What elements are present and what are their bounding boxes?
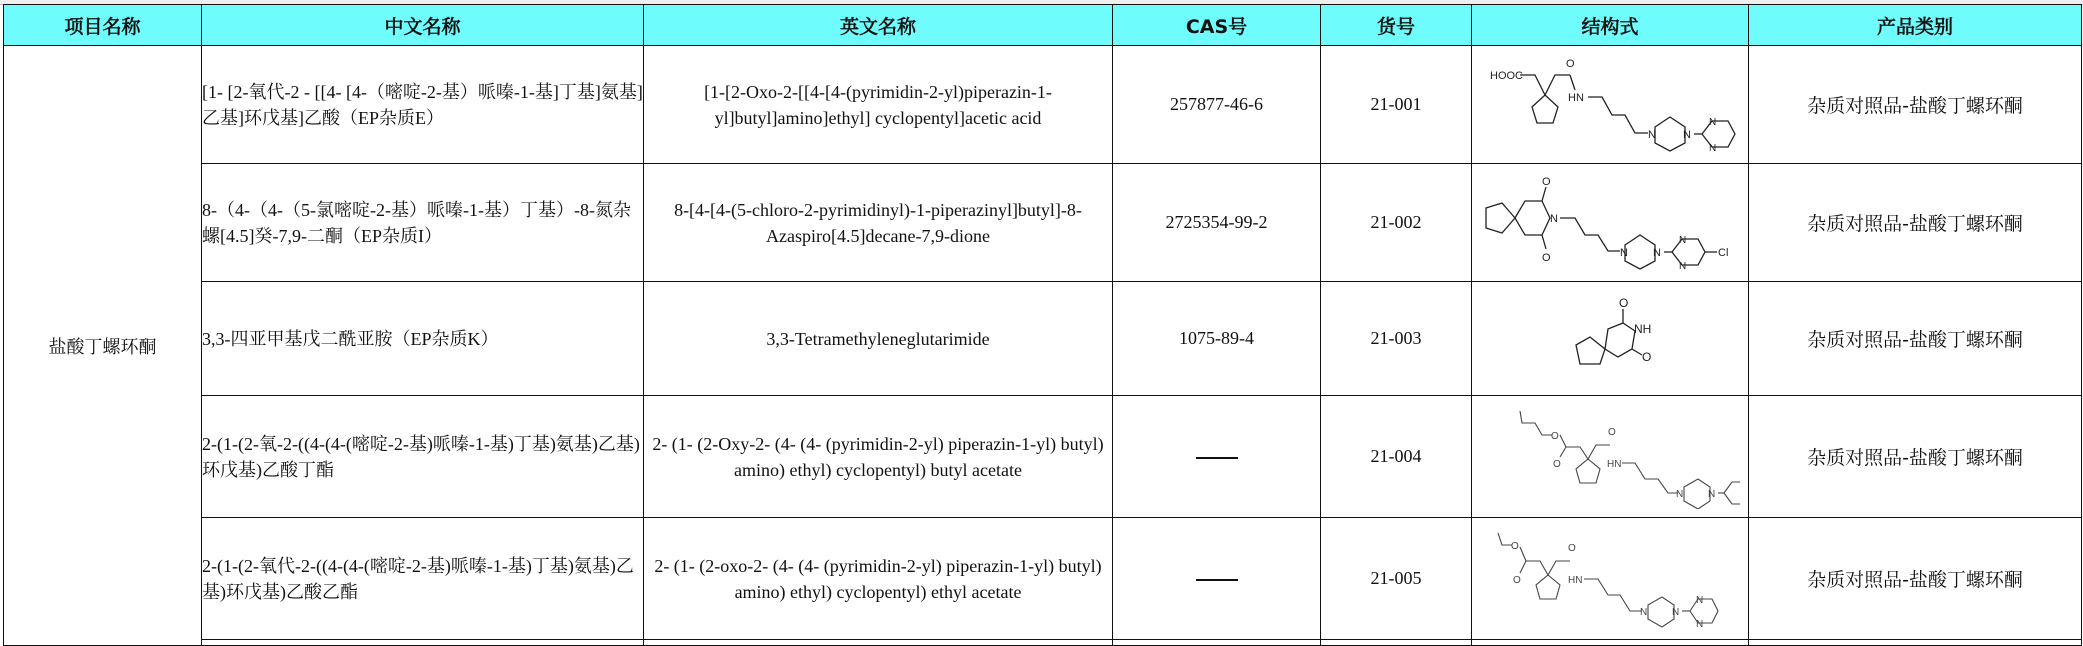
chemical-structure-ethyl-ester-icon — [1480, 527, 1740, 631]
svg-text:O: O — [1513, 574, 1521, 586]
svg-text:HOOC: HOOC — [1490, 69, 1523, 82]
no-cas-dash — [1196, 579, 1238, 581]
chinese-name: [1- [2-氧代-2 - [[4- [4-（嘧啶-2-基）哌嗪-1-基]丁基]氨基]乙基]环戊基]乙酸（EP杂质E） — [202, 46, 644, 164]
svg-text:N: N — [1648, 128, 1656, 141]
svg-text:N: N — [1708, 488, 1716, 500]
svg-text:O: O — [1566, 57, 1575, 70]
svg-text:HN: HN — [1607, 458, 1622, 470]
svg-text:N: N — [1679, 260, 1687, 272]
svg-text:O: O — [1608, 426, 1616, 438]
header-category: 产品类别 — [1749, 5, 2082, 46]
svg-text:O: O — [1511, 540, 1519, 552]
svg-text:N: N — [1709, 116, 1717, 128]
english-name: [1-[2-Oxo-2-[[4-[4-(pyrimidin-2-yl)piperazin-1-yl]butyl]amino]ethyl] cyclopentyl]acetic acid — [644, 46, 1113, 164]
empty-cell — [644, 640, 1113, 646]
empty-cell — [202, 640, 644, 646]
cas-number: 257877-46-6 — [1113, 46, 1321, 164]
item-number: 21-001 — [1321, 46, 1472, 164]
chemical-structure-ep-impurity-k-icon — [1480, 289, 1740, 389]
english-name: 2- (1- (2-Oxy-2- (4- (4- (pyrimidin-2-yl) piperazin-1-yl) butyl) amino) ethyl) cyclopentyl) butyl acetate — [644, 396, 1113, 518]
svg-text:NH: NH — [1634, 321, 1652, 336]
chemical-structure-ep-impurity-i-icon — [1480, 173, 1740, 273]
chinese-name: 2-(1-(2-氧-2-((4-(4-(嘧啶-2-基)哌嗪-1-基)丁基)氨基)乙基)环戊基)乙酸丁酯 — [202, 396, 644, 518]
product-category: 杂质对照品-盐酸丁螺环酮 — [1749, 46, 2082, 164]
empty-cell — [1113, 640, 1321, 646]
svg-text:N: N — [1679, 234, 1687, 246]
table-row-partial — [4, 640, 2082, 646]
structure-cell — [1472, 46, 1749, 164]
item-number: 21-003 — [1321, 282, 1472, 396]
svg-text:N: N — [1653, 246, 1661, 259]
cas-number: 1075-89-4 — [1113, 282, 1321, 396]
svg-text:O: O — [1553, 458, 1561, 470]
english-name: 2- (1- (2-oxo-2- (4- (4- (pyrimidin-2-yl) piperazin-1-yl) butyl) amino) ethyl) cyclopentyl) ethyl acetate — [644, 518, 1113, 640]
header-row — [4, 5, 2082, 46]
structure-cell — [1472, 396, 1749, 518]
chemical-structure-butyl-ester-icon — [1480, 405, 1740, 509]
cas-number: 2725354-99-2 — [1113, 164, 1321, 282]
svg-text:O: O — [1551, 430, 1559, 442]
empty-cell — [1749, 640, 2082, 646]
svg-text:N: N — [1676, 488, 1684, 500]
item-number: 21-002 — [1321, 164, 1472, 282]
svg-text:N: N — [1709, 142, 1717, 154]
header-item-no: 货号 — [1321, 5, 1472, 46]
svg-text:N: N — [1696, 618, 1704, 630]
structure-cell — [1472, 282, 1749, 396]
chinese-name: 3,3-四亚甲基戊二酰亚胺（EP杂质K） — [202, 282, 644, 396]
no-cas-dash — [1196, 457, 1238, 459]
english-name: 3,3-Tetramethyleneglutarimide — [644, 282, 1113, 396]
item-number: 21-004 — [1321, 396, 1472, 518]
empty-cell — [1321, 640, 1472, 646]
svg-text:N: N — [1683, 128, 1691, 141]
svg-text:O: O — [1619, 295, 1629, 310]
table-row — [4, 46, 2082, 164]
product-table — [3, 4, 2082, 646]
header-structure: 结构式 — [1472, 5, 1749, 46]
header-project: 项目名称 — [4, 5, 202, 46]
header-chinese-name: 中文名称 — [202, 5, 644, 46]
product-category: 杂质对照品-盐酸丁螺环酮 — [1749, 164, 2082, 282]
svg-text:N: N — [1550, 212, 1558, 225]
chinese-name: 2-(1-(2-氧代-2-((4-(4-(嘧啶-2-基)哌嗪-1-基)丁基)氨基)乙基)环戊基)乙酸乙酯 — [202, 518, 644, 640]
table-row — [4, 164, 2082, 282]
svg-text:O: O — [1642, 349, 1652, 364]
english-name: 8-[4-[4-(5-chloro-2-pyrimidinyl)-1-piperazinyl]butyl]-8-Azaspiro[4.5]decane-7,9-dione — [644, 164, 1113, 282]
svg-text:HN: HN — [1568, 574, 1583, 586]
empty-cell — [1472, 640, 1749, 646]
cas-number — [1113, 396, 1321, 518]
product-category: 杂质对照品-盐酸丁螺环酮 — [1749, 518, 2082, 640]
header-english-name: 英文名称 — [644, 5, 1113, 46]
cas-number — [1113, 518, 1321, 640]
svg-text:O: O — [1542, 175, 1551, 188]
svg-text:N: N — [1620, 246, 1628, 259]
svg-text:N: N — [1640, 606, 1648, 618]
svg-text:N: N — [1672, 606, 1680, 618]
svg-text:N: N — [1696, 594, 1704, 606]
header-cas: CAS号 — [1113, 5, 1321, 46]
table-row — [4, 396, 2082, 518]
project-name: 盐酸丁螺环酮 — [4, 46, 202, 646]
chemical-structure-ep-impurity-e-icon — [1480, 55, 1740, 155]
product-category: 杂质对照品-盐酸丁螺环酮 — [1749, 396, 2082, 518]
product-category: 杂质对照品-盐酸丁螺环酮 — [1749, 282, 2082, 396]
svg-text:O: O — [1568, 542, 1576, 554]
table-row — [4, 282, 2082, 396]
structure-cell — [1472, 518, 1749, 640]
chinese-name: 8-（4-（4-（5-氯嘧啶-2-基）哌嗪-1-基）丁基）-8-氮杂螺[4.5]癸-7,9-二酮（EP杂质I） — [202, 164, 644, 282]
svg-text:O: O — [1542, 251, 1551, 264]
structure-cell — [1472, 164, 1749, 282]
svg-text:HN: HN — [1568, 91, 1584, 104]
item-number: 21-005 — [1321, 518, 1472, 640]
table-row — [4, 518, 2082, 640]
svg-text:Cl: Cl — [1718, 246, 1729, 259]
